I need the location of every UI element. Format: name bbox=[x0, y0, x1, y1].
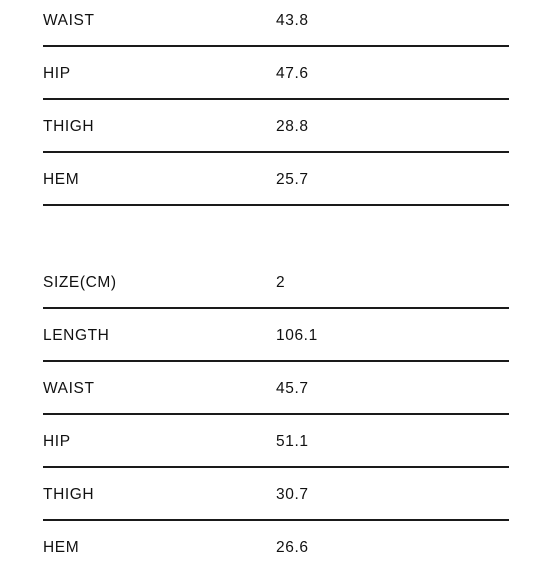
size-row-waist bbox=[43, 362, 509, 415]
measurement-label: LENGTH bbox=[43, 327, 110, 344]
size-row-hem bbox=[43, 153, 509, 206]
size-row-length bbox=[43, 309, 509, 362]
measurement-value: 47.6 bbox=[276, 65, 309, 82]
size-row-waist bbox=[43, 0, 509, 47]
measurement-value: 28.8 bbox=[276, 118, 309, 135]
measurement-label: WAIST bbox=[43, 380, 95, 397]
measurement-value: 106.1 bbox=[276, 327, 318, 344]
measurement-value: 45.7 bbox=[276, 380, 309, 397]
measurement-label: HEM bbox=[43, 171, 80, 188]
size-row-thigh bbox=[43, 468, 509, 521]
measurement-label: THIGH bbox=[43, 118, 95, 135]
size-table-previous bbox=[43, 0, 509, 206]
measurement-value: 30.7 bbox=[276, 486, 309, 503]
measurement-label: HIP bbox=[43, 65, 71, 82]
measurement-label: HIP bbox=[43, 433, 71, 450]
measurement-label: HEM bbox=[43, 539, 80, 556]
size-header-value: 2 bbox=[276, 274, 286, 291]
measurement-label: THIGH bbox=[43, 486, 95, 503]
measurement-value: 51.1 bbox=[276, 433, 309, 450]
size-row-hip bbox=[43, 415, 509, 468]
measurement-value: 25.7 bbox=[276, 171, 309, 188]
size-header-label: SIZE(CM) bbox=[43, 274, 117, 291]
size-row-thigh bbox=[43, 100, 509, 153]
size-table-size-2 bbox=[43, 256, 509, 574]
size-header-row bbox=[43, 256, 509, 309]
measurement-label: WAIST bbox=[43, 12, 95, 29]
measurement-value: 26.6 bbox=[276, 539, 309, 556]
size-row-hip bbox=[43, 47, 509, 100]
size-row-hem bbox=[43, 521, 509, 574]
measurement-value: 43.8 bbox=[276, 12, 309, 29]
